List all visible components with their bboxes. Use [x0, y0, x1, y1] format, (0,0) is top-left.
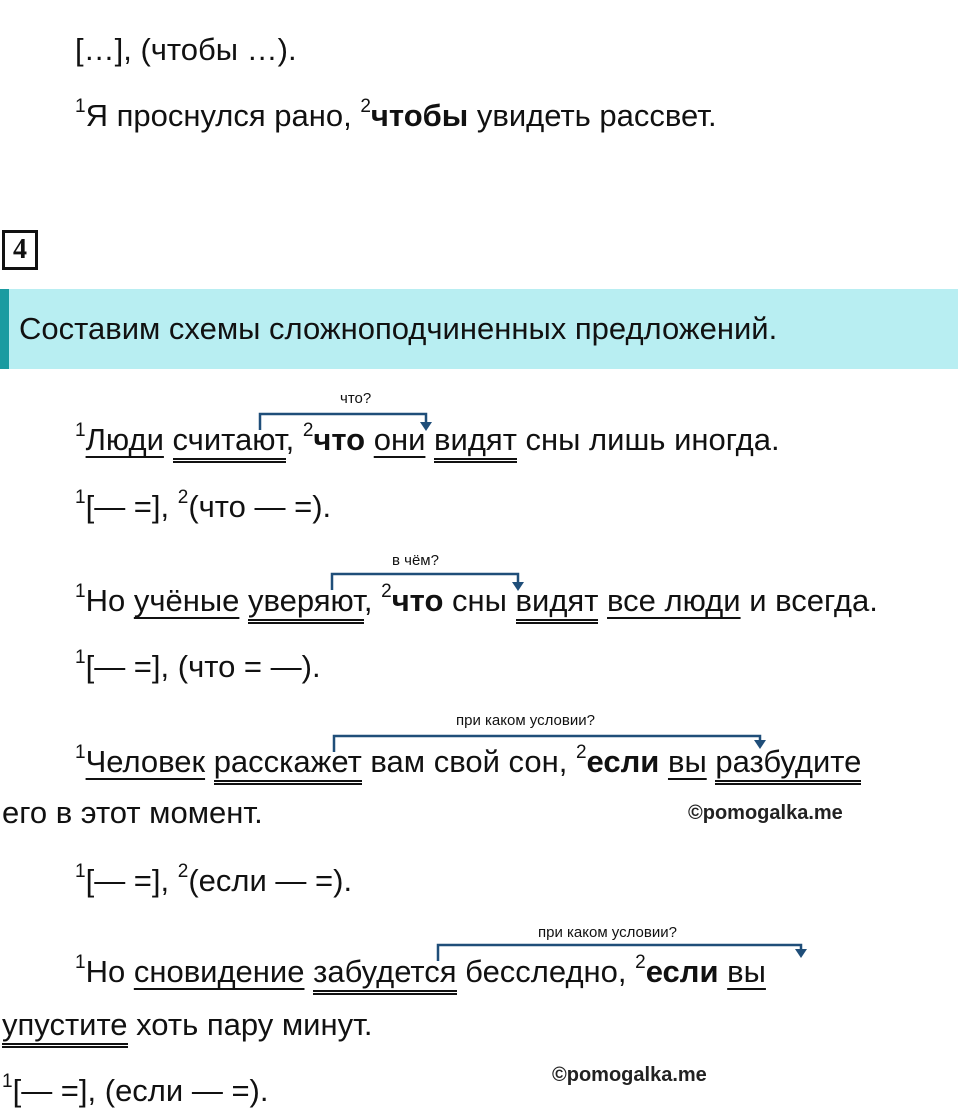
sentence-3-cont: его в этот момент.	[2, 795, 263, 830]
question-label-1: что?	[340, 390, 372, 407]
question-label-4: при каком условии?	[538, 924, 677, 941]
sentence-4-cont: упустите хоть пару минут.	[2, 1005, 373, 1045]
predicate: видят	[516, 583, 599, 624]
question-label-3: при каком условии?	[456, 712, 595, 729]
scheme-1: $^1$[— =], $^2$(что — =).	[75, 486, 332, 524]
subject: вы	[667, 744, 707, 779]
subject: вы	[727, 954, 766, 989]
scheme-3: $^1$[— =], $^2$(если — =).	[75, 860, 353, 898]
subject: Человек	[85, 744, 206, 779]
predicate: уверяют	[248, 583, 364, 624]
subject: Люди	[85, 422, 164, 457]
sentence-2: $^1$Но учёные уверяют, $^2$что сны видят все люди и всегда.	[75, 581, 878, 621]
sentence-4: $^1$Но сновидение забудется бесследно, $^2$если вы	[75, 952, 766, 992]
predicate: расскажет	[214, 744, 362, 785]
subject: сновидение	[133, 954, 305, 989]
predicate: считают	[173, 422, 286, 463]
task-text: Составим схемы сложноподчиненных предложений.	[19, 311, 778, 346]
watermark: ©pomogalka.me	[552, 1064, 707, 1086]
subject: они	[373, 422, 426, 457]
sentence-1: $^1$Люди считают, $^2$что они видят сны лишь иногда.	[75, 420, 780, 460]
scheme-top: […], (чтобы …).	[75, 32, 297, 67]
subject: все люди	[607, 583, 741, 618]
predicate: разбудите	[715, 744, 861, 785]
predicate: забудется	[313, 954, 456, 995]
subject: учёные	[133, 583, 240, 618]
task-number: 4	[2, 230, 38, 270]
question-label-2: в чём?	[392, 552, 439, 569]
sentence-top: $^1$Я проснулся рано, $^2$чтобы увидеть рассвет.	[75, 95, 717, 133]
predicate: упустите	[2, 1007, 128, 1048]
predicate: видят	[434, 422, 517, 463]
watermark: ©pomogalka.me	[688, 802, 843, 824]
scheme-2: $^1$[— =], (что = —).	[75, 646, 321, 684]
scheme-4: $^1$[— =], (если — =).	[2, 1070, 269, 1108]
sentence-3: $^1$Человек расскажет вам свой сон, $^2$если вы разбудите	[75, 742, 861, 782]
